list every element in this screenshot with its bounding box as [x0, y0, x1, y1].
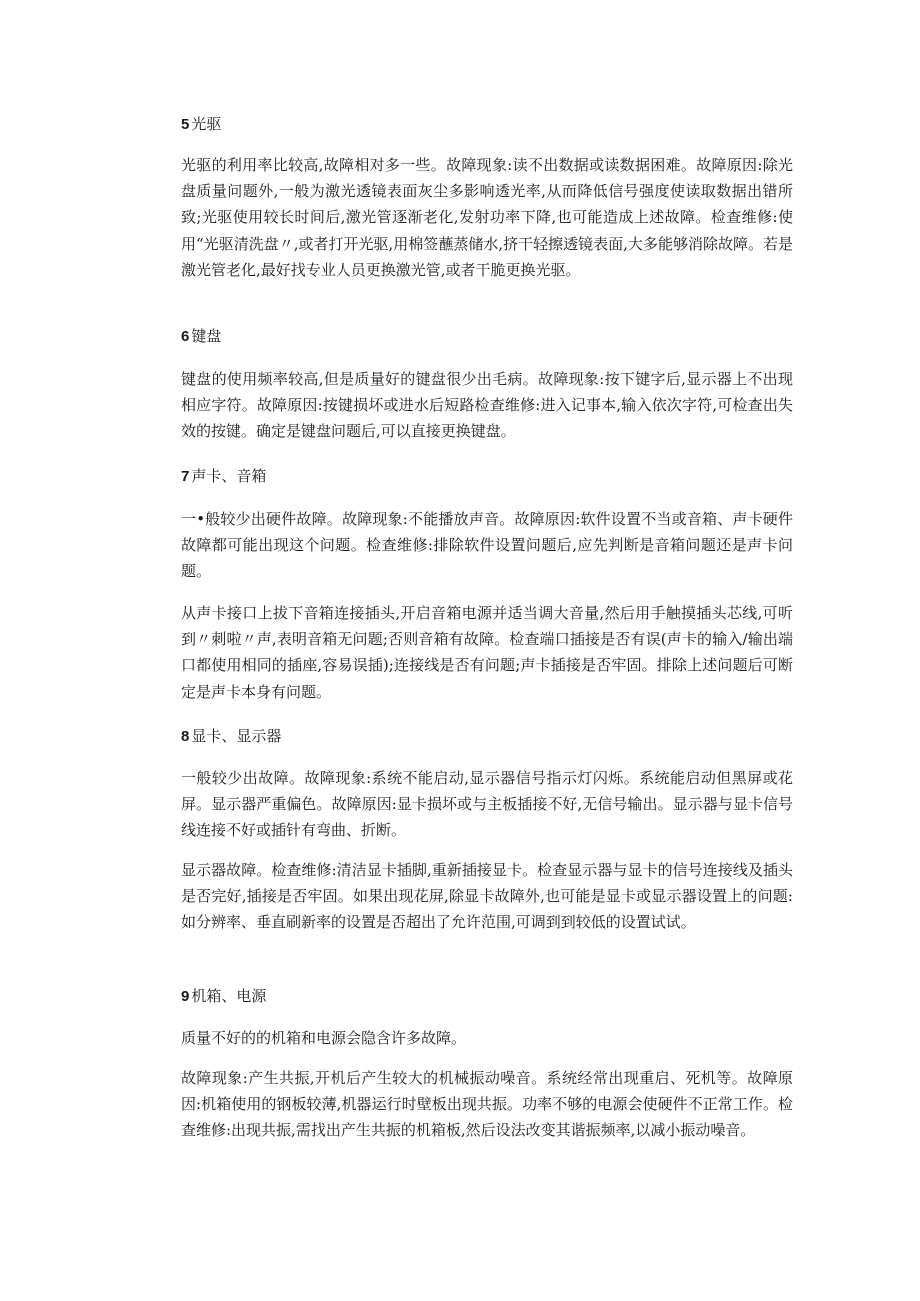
section-number: 9: [181, 988, 190, 1005]
paragraph: 质量不好的的机箱和电源会隐含许多故障。: [181, 1029, 467, 1047]
section-number: 5: [181, 116, 190, 133]
section-title: 声卡、音箱: [191, 467, 267, 485]
section-heading-5: [181, 114, 793, 135]
paragraph: 键盘的使用频率较高,但是质量好的键盘很少出毛病。故障现象:按下键字后,显示器上不出现相应字符。故障原因:按键损坏或进水后短路检查维修:进入记事本,输入依次字符,可检查出失效的按键。确定是键盘问题后,可以直接更换键盘。: [181, 370, 793, 441]
paragraph: 显示器故障。检查维修:清洁显卡插脚,重新插接显卡。检查显示器与显卡的信号连接线及插头是否完好,插接是否牢固。如果出现花屏,除显卡故障外,也可能是显卡或显示器设置上的问题:如分辨率、垂直刷新率的设置是否超出了允许范围,可调到到较低的设置试试。: [181, 861, 793, 932]
paragraph: 一•般较少出硬件故障。故障现象:不能播放声音。故障原因:软件设置不当或音箱、声卡硬件故障都可能出现这个问题。检查维修:排除软件设置问题后,应先判断是音箱问题还是声卡问题。: [181, 510, 793, 581]
section-title: 键盘: [191, 327, 222, 345]
section-heading-8: [181, 726, 793, 747]
section-number: 6: [181, 328, 190, 345]
paragraph: 故障现象:产生共振,开机后产生较大的机械振动噪音。系统经常出现重启、死机等。故障原因:机箱使用的钢板较薄,机器运行时壁板出现共振。功率不够的电源会使硬件不正常工作。检查维修:出现共振,需找出产生共振的机箱板,然后设法改变其谐振频率,以减小振动噪音。: [181, 1069, 793, 1140]
paragraph: 从声卡接口上拔下音箱连接插头,开启音箱电源并适当调大音量,然后用手触摸插头芯线,可听到〃刺啦〃声,表明音箱无问题;否则音箱有故障。检查端口插接是否有误(声卡的输入/输出端口都使用相同的插座,容易误插);连接线是否有问题;声卡插接是否牢固。排除上述问题后可断定是声卡本身有问题。: [181, 604, 793, 701]
section-number: 8: [181, 728, 190, 745]
section-heading-9: [181, 986, 793, 1007]
section-number: 7: [181, 468, 190, 485]
section-title: 光驱: [191, 115, 222, 133]
section-heading-7: [181, 466, 793, 487]
section-title: 显卡、显示器: [191, 727, 282, 745]
paragraph: 光驱的利用率比较高,故障相对多一些。故障现象:读不出数据或读数据困难。故障原因:除光盘质量问题外,一般为激光透镜表面灰尘多影响透光率,从而降低信号强度使读取数据出错所致;光驱使用较长时间后,激光管逐渐老化,发射功率下降,也可能造成上述故障。检查维修:使用“光驱清洗盘〃,或者打开光驱,用棉签蘸蒸储水,挤干轻擦透镜表面,大多能够消除故障。若是激光管老化,最好找专业人员更换激光管,或者干脆更换光驱。: [181, 156, 793, 279]
section-title: 机箱、电源: [191, 987, 267, 1005]
section-heading-6: [181, 326, 793, 347]
paragraph: 一般较少出故障。故障现象:系统不能启动,显示器信号指示灯闪烁。系统能启动但黑屏或花屏。显示器严重偏色。故障原因:显卡损坏或与主板插接不好,无信号输出。显示器与显卡信号线连接不好或插针有弯曲、折断。: [181, 769, 793, 840]
